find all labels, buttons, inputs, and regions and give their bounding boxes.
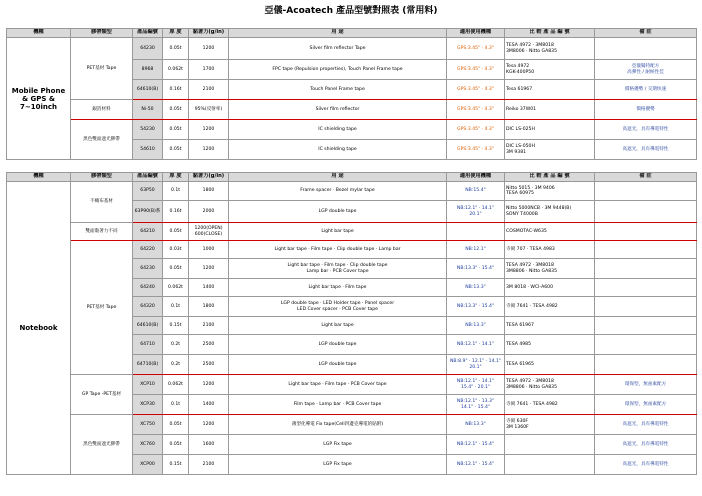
remark-cell: 高遮光，具有導電特性: [595, 455, 697, 475]
remark-cell: 高遮光，具有導電特性: [595, 415, 697, 435]
angle-cell: NB:8.9" · 12.1" · 14.1" 20.1": [447, 355, 505, 375]
compare-cell: TESA 4972 · 3M8018 3M8806 · Nitto GA835: [505, 259, 595, 279]
thickness-cell: 0.062t: [163, 375, 189, 395]
adhesion-cell: 1200: [189, 415, 229, 435]
tape-type-cell: PET基材 Tape: [71, 241, 133, 375]
adhesion-cell: 2500: [189, 355, 229, 375]
remark-cell: [595, 241, 697, 259]
thickness-cell: 0.05t: [163, 223, 189, 241]
adhesion-cell: 1200: [189, 140, 229, 160]
col-compare: 比 較 產 品 編 號: [505, 29, 595, 38]
remark-cell: [595, 297, 697, 317]
thickness-cell: 0.1t: [163, 182, 189, 201]
adhesion-cell: 1800: [189, 182, 229, 201]
mobile-header-row: [7, 29, 697, 38]
usage-cell: 薄型化導電 Fix tape(Cell四邊克導電的貼附): [229, 415, 447, 435]
thickness-cell: 0.05t: [163, 38, 189, 60]
usage-cell: Silver film reflector Tape: [229, 38, 447, 60]
usage-cell: LGP double tape · LED Holder tape · Panel spacer LED Cover spacer · PCB Cover tape: [229, 297, 447, 317]
angle-cell: NB:12.1" · 15.4": [447, 455, 505, 475]
remark-cell: [595, 279, 697, 297]
angle-cell: NB:13.3" · 15.4": [447, 259, 505, 279]
thickness-cell: 0.15t: [163, 317, 189, 335]
remark-cell: [595, 223, 697, 241]
thickness-cell: 0.062t: [163, 60, 189, 80]
tape-type-cell: 黑色雙面遮光膠帶: [71, 120, 133, 160]
adhesion-cell: 2100: [189, 455, 229, 475]
table-row: [7, 223, 697, 241]
product-no-cell: 54610: [133, 140, 163, 160]
thickness-cell: 0.05t: [163, 259, 189, 279]
angle-cell: NB:12.1" · 15.4": [447, 435, 505, 455]
angle-cell: GPS:3.45" · 4.3": [447, 100, 505, 120]
usage-cell: IC shielding tape: [229, 140, 447, 160]
usage-cell: FPC tape (Repulsion properties), Touch Panel Frame tape: [229, 60, 447, 80]
angle-cell: NB:12.1" · 13.3" 14.1" · 15.4": [447, 395, 505, 415]
thickness-cell: 0.03t: [163, 241, 189, 259]
remark-cell: 亞儀獨特配方 高彈性 / 耐候性佳: [595, 60, 697, 80]
usage-cell: Film tape · Lamp bar · PCB Cover tape: [229, 395, 447, 415]
remark-cell: 高遮光，具有導電特性: [595, 140, 697, 160]
angle-cell: GPS:3.45" · 4.3": [447, 140, 505, 160]
table-row: [7, 375, 697, 395]
table-row: [7, 38, 697, 60]
remark-cell: [595, 335, 697, 355]
adhesion-cell: 95%(反射率): [189, 100, 229, 120]
angle-cell: NB:13.3": [447, 415, 505, 435]
col-remark: 備 註: [595, 29, 697, 38]
usage-cell: LGP double tape: [229, 355, 447, 375]
usage-cell: Frame spacer · Bezel mylar tape: [229, 182, 447, 201]
adhesion-cell: 2500: [189, 335, 229, 355]
remark-cell: [595, 38, 697, 60]
remark-cell: 環保型，無鹵素配方: [595, 395, 697, 415]
compare-cell: [505, 435, 595, 455]
thickness-cell: 0.05t: [163, 120, 189, 140]
remark-cell: 高遮光，具有導電特性: [595, 120, 697, 140]
adhesion-cell: 1200: [189, 120, 229, 140]
page-title: 亞儀-Acoatech 產品型號對照表 (常用料): [264, 6, 438, 16]
adhesion-cell: 2000: [189, 201, 229, 223]
tape-type-cell: 銀箔材料: [71, 100, 133, 120]
angle-cell: NB:13.3": [447, 317, 505, 335]
table-row: [7, 120, 697, 140]
compare-cell: COSMOTAC-W635: [505, 223, 595, 241]
col-tape-type: 膠帶類型: [71, 29, 133, 38]
compare-cell: 寺岡 707 · TESA 4983: [505, 241, 595, 259]
usage-cell: IC shielding tape: [229, 120, 447, 140]
table-row: [7, 241, 697, 259]
product-no-cell: XC750: [133, 415, 163, 435]
angle-cell: NB:13.3": [447, 279, 505, 297]
thickness-cell: 0.16t: [163, 80, 189, 100]
col-adhesion: 黏著力(g/in): [189, 173, 229, 182]
adhesion-cell: 1800: [189, 297, 229, 317]
remark-cell: [595, 182, 697, 201]
angle-cell: NB:12.1": [447, 241, 505, 259]
adhesion-cell: 2100: [189, 80, 229, 100]
remark-cell: 價格優勢 / 交期快速: [595, 80, 697, 100]
table-row: [7, 100, 697, 120]
mobile-table: [6, 28, 697, 160]
thickness-cell: 0.15t: [163, 455, 189, 475]
product-no-cell: 64710(B): [133, 355, 163, 375]
usage-cell: Light bar tape · Film tape · Clip double tape · Lamp bar: [229, 241, 447, 259]
remark-cell: [595, 201, 697, 223]
col-remark: 備 註: [595, 173, 697, 182]
compare-cell: TESA 61967: [505, 317, 595, 335]
thickness-cell: 0.05t: [163, 100, 189, 120]
product-no-cell: 64610(B): [133, 317, 163, 335]
adhesion-cell: 1200: [189, 38, 229, 60]
angle-cell: [447, 223, 505, 241]
compare-cell: Tesa 4972 KGK-400P50: [505, 60, 595, 80]
compare-cell: TESA 4985: [505, 335, 595, 355]
thickness-cell: 0.2t: [163, 335, 189, 355]
product-no-cell: Ni-50: [133, 100, 163, 120]
compare-cell: 3M 8018 · WCI-A600: [505, 279, 595, 297]
product-no-cell: 64240: [133, 279, 163, 297]
col-tape-type: 膠帶類型: [71, 173, 133, 182]
compare-cell: Tesa 61967: [505, 80, 595, 100]
product-no-cell: XCP10: [133, 375, 163, 395]
usage-cell: Light bar tape: [229, 223, 447, 241]
angle-cell: NB:12.1" · 14.1" 20.1": [447, 201, 505, 223]
col-adhesion: 黏著力(g/in): [189, 29, 229, 38]
col-product-no: 產品編號: [133, 173, 163, 182]
adhesion-cell: 1200: [189, 259, 229, 279]
usage-cell: Light bar tape · Film tape: [229, 279, 447, 297]
compare-cell: DIC LS-025H: [505, 120, 595, 140]
usage-cell: Touch Panel Frame tape: [229, 80, 447, 100]
adhesion-cell: 1400: [189, 395, 229, 415]
usage-cell: LGP Fix tape: [229, 435, 447, 455]
category-cell: Mobile Phone & GPS & 7~10inch: [7, 38, 71, 160]
product-no-cell: 64210: [133, 223, 163, 241]
col-machine: 機種: [7, 173, 71, 182]
angle-cell: NB:12.1" · 14.1": [447, 335, 505, 355]
thickness-cell: 0.2t: [163, 355, 189, 375]
angle-cell: NB:13.3" · 15.4": [447, 297, 505, 317]
adhesion-cell: 1700: [189, 60, 229, 80]
product-no-cell: 64320: [133, 297, 163, 317]
tape-type-cell: 雙面黏著力不同: [71, 223, 133, 241]
angle-cell: GPS:3.45" · 4.3": [447, 120, 505, 140]
col-usage: 用 途: [229, 29, 447, 38]
product-no-cell: 64710: [133, 335, 163, 355]
tape-type-cell: GP Tape -PET基材: [71, 375, 133, 415]
col-angle: 適用使用機種: [447, 173, 505, 182]
remark-cell: [595, 317, 697, 335]
col-product-no: 產品編號: [133, 29, 163, 38]
tape-type-cell: PET基材 Tape: [71, 38, 133, 100]
compare-cell: 寺岡 7641 · TESA 4982: [505, 297, 595, 317]
compare-cell: Nitto 5015 · 3M 9406 TESA 60975: [505, 182, 595, 201]
adhesion-cell: 1400: [189, 279, 229, 297]
angle-cell: NB:12.1" · 14.1" 15.4" · 20.1": [447, 375, 505, 395]
product-no-cell: 54230: [133, 120, 163, 140]
thickness-cell: 0.062t: [163, 279, 189, 297]
remark-cell: 環保型，無鹵素配方: [595, 375, 697, 395]
product-no-cell: 64610(B): [133, 80, 163, 100]
table-row: [7, 182, 697, 201]
adhesion-cell: 1200: [189, 375, 229, 395]
compare-cell: Nitto 5000NCB · 3M 9448(B) SONY T4000B: [505, 201, 595, 223]
angle-cell: GPS:3.45" · 4.3": [447, 38, 505, 60]
usage-cell: Light bar tape · Film tape · Clip double tape Lamp bar · PCB Cover tape: [229, 259, 447, 279]
compare-cell: 寺岡 630F 3M 1360F: [505, 415, 595, 435]
product-no-cell: XCP00: [133, 455, 163, 475]
remark-cell: 高遮光，具有導電特性: [595, 435, 697, 455]
thickness-cell: 0.1t: [163, 395, 189, 415]
remark-cell: [595, 259, 697, 279]
adhesion-cell: 1000: [189, 241, 229, 259]
compare-cell: Reiko 37W01: [505, 100, 595, 120]
thickness-cell: 0.05t: [163, 415, 189, 435]
compare-cell: TESA 4972 · 3M8018 3M8006 · Nitto GA835: [505, 38, 595, 60]
remark-cell: 價格優勢: [595, 100, 697, 120]
usage-cell: Light bar tape · Film tape · PCB Cover tape: [229, 375, 447, 395]
col-compare: 比 較 產 品 編 號: [505, 173, 595, 182]
usage-cell: LGP double tape: [229, 201, 447, 223]
tape-type-cell: 黑色雙面遮光膠帶: [71, 415, 133, 475]
thickness-cell: 0.16t: [163, 201, 189, 223]
col-thickness: 厚 度: [163, 173, 189, 182]
product-no-cell: 64220: [133, 241, 163, 259]
col-angle: 適用使用機種: [447, 29, 505, 38]
usage-cell: LGP double tape: [229, 335, 447, 355]
product-no-cell: 63P90(B)系: [133, 201, 163, 223]
compare-cell: 寺岡 7641 · TESA 4982: [505, 395, 595, 415]
tape-type-cell: 不織布基材: [71, 182, 133, 223]
remark-cell: [595, 355, 697, 375]
col-thickness: 厚 度: [163, 29, 189, 38]
product-no-cell: 63P50: [133, 182, 163, 201]
notebook-header-row: [7, 173, 697, 182]
compare-cell: TESA 61965: [505, 355, 595, 375]
compare-cell: DIC LS-050H 3M 9381: [505, 140, 595, 160]
product-no-cell: 64230: [133, 259, 163, 279]
angle-cell: GPS:3.45" · 4.3": [447, 80, 505, 100]
notebook-table: [6, 172, 697, 475]
category-cell: Notebook: [7, 182, 71, 475]
adhesion-cell: 2100: [189, 317, 229, 335]
usage-cell: LGP Fix tape: [229, 455, 447, 475]
adhesion-cell: 1200(OPEN) 600(CLOSE): [189, 223, 229, 241]
angle-cell: NB:15.4": [447, 182, 505, 201]
compare-cell: [505, 455, 595, 475]
compare-cell: TESA 4972 · 3M8018 3M8806 · Nitto GA835: [505, 375, 595, 395]
thickness-cell: 0.1t: [163, 297, 189, 317]
product-no-cell: 8968: [133, 60, 163, 80]
usage-cell: Silver film reflector: [229, 100, 447, 120]
usage-cell: Light bar tape: [229, 317, 447, 335]
angle-cell: GPS:3.45" · 4.3": [447, 60, 505, 80]
thickness-cell: 0.05t: [163, 140, 189, 160]
product-no-cell: XC760: [133, 435, 163, 455]
table-row: [7, 415, 697, 435]
col-usage: 用 途: [229, 173, 447, 182]
thickness-cell: 0.05t: [163, 435, 189, 455]
product-no-cell: XCP30: [133, 395, 163, 415]
adhesion-cell: 1600: [189, 435, 229, 455]
col-machine: 機種: [7, 29, 71, 38]
product-no-cell: 64230: [133, 38, 163, 60]
